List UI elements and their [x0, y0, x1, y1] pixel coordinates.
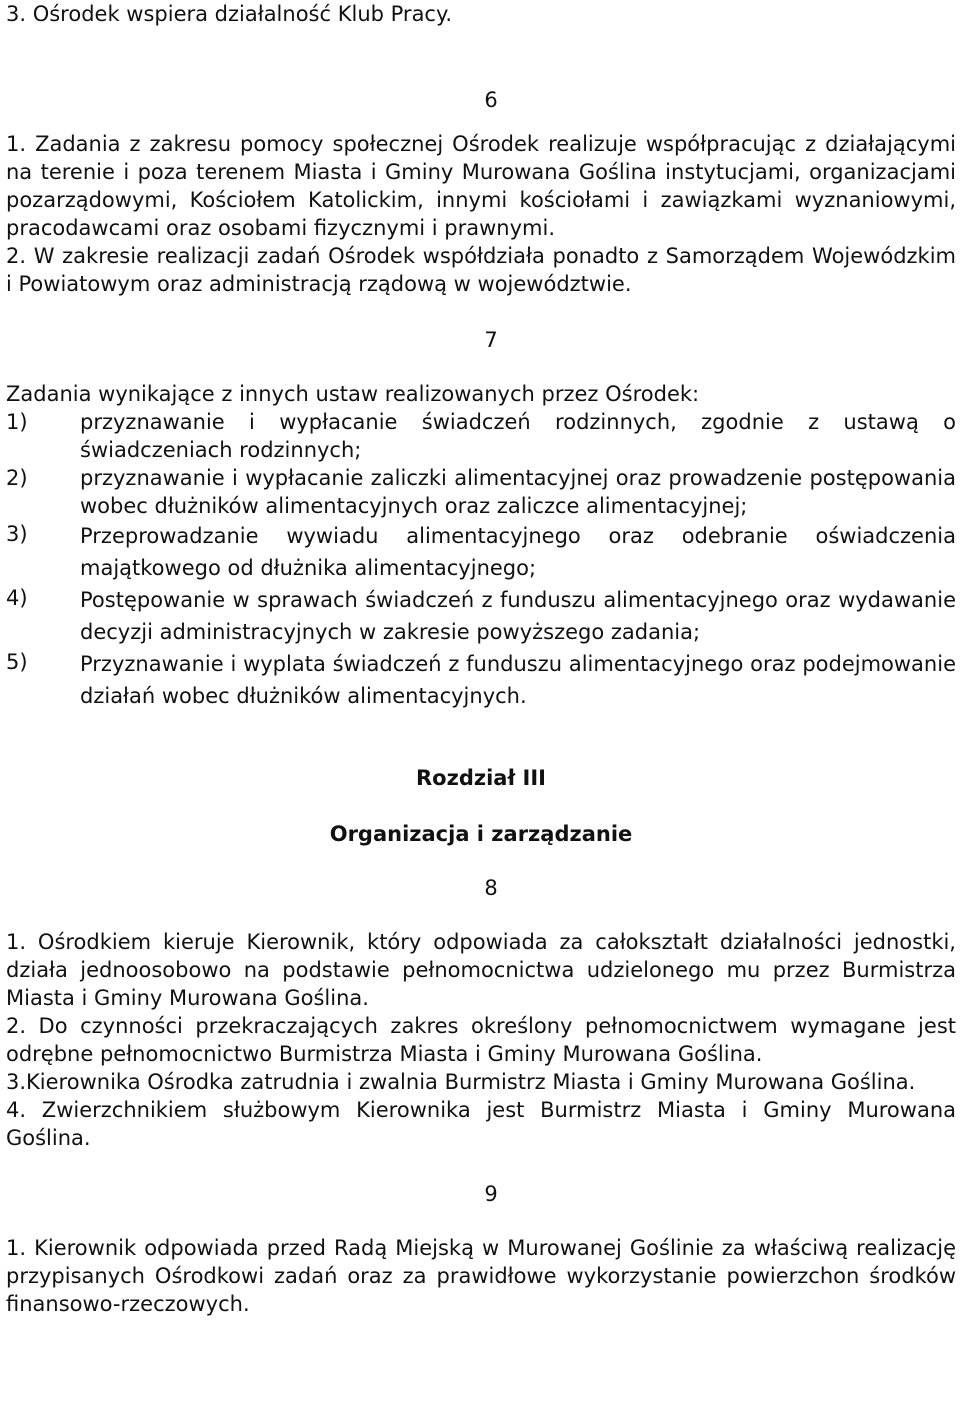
- list-item-number: 5): [6, 650, 28, 674]
- list-item: [6, 520, 956, 584]
- list-item-text: Przyznawanie i wyplata świadczeń z funduszu alimentacyjnego oraz podejmowanie działań wobec dłużników alimentacyjnych.: [80, 652, 956, 708]
- section-6-paragraph-2: 2. W zakresie realizacji zadań Ośrodek współdziała ponadto z Samorządem Wojewódzkim i Powiatowym oraz administracją rządową w województwie.: [6, 244, 956, 296]
- section-6-paragraph-1: 1. Zadania z zakresu pomocy społecznej Ośrodek realizuje współpracując z działającymi na terenie i poza terenem Miasta i Gminy Murowana Goślina instytucjami, organizacjami pozarządowymi, Kościołem Katolickim, innymi kościołami i zawiązkami wyznaniowymi, pracodawcami oraz osobami fizycznymi i prawnymi.: [6, 132, 956, 240]
- list-item-number: 2): [6, 466, 28, 490]
- list-item: [6, 408, 956, 464]
- section-8-paragraph-2: 2. Do czynności przekraczających zakres określony pełnomocnictwem wymagane jest odrębne pełnomocnictwo Burmistrza Miasta i Gminy Murowana Goślina.: [6, 1014, 956, 1066]
- list-item: [6, 648, 956, 712]
- section-9-paragraph-1: 1. Kierownik odpowiada przed Radą Miejską w Murowanej Goślinie za właściwą realizację przypisanych Ośrodkowi zadań oraz za prawidłowe wykorzystanie powierzchon środków finansowo-rzeczowych.: [6, 1236, 956, 1316]
- list-item-text: przyznawanie i wypłacanie świadczeń rodzinnych, zgodnie z ustawą o świadczeniach rodzinnych;: [80, 410, 956, 462]
- list-item-text: Przeprowadzanie wywiadu alimentacyjnego oraz odebranie oświadczenia majątkowego od dłużnika alimentacyjnego;: [80, 524, 956, 580]
- list-item: [6, 464, 956, 520]
- section-7-intro: Zadania wynikające z innych ustaw realizowanych przez Ośrodek:: [6, 382, 700, 406]
- list-item-text: przyznawanie i wypłacanie zaliczki alimentacyjnej oraz prowadzenie postępowania wobec dłużników alimentacyjnych oraz zaliczce alimentacyjnej;: [80, 466, 956, 518]
- list-item-number: 3): [6, 522, 28, 546]
- chapter-title: Rozdział III: [416, 766, 546, 790]
- section-6-mark: 6: [484, 88, 498, 112]
- list-item-number: 1): [6, 410, 28, 434]
- section-7-mark: 7: [484, 328, 498, 352]
- section-7-list: [6, 408, 956, 712]
- list-item-number: 4): [6, 586, 28, 610]
- chapter-subtitle: Organizacja i zarządzanie: [329, 822, 633, 846]
- top-paragraph: 3. Ośrodek wspiera działalność Klub Pracy.: [6, 2, 453, 26]
- section-9-mark: 9: [484, 1182, 498, 1206]
- section-8-mark: 8: [484, 876, 498, 900]
- section-8-paragraph-1: 1. Ośrodkiem kieruje Kierownik, który odpowiada za całokształt działalności jednostki, działa jednoosobowo na podstawie pełnomocnictwa udzielonego mu przez Burmistrza Miasta i Gminy Murowana Goślina.: [6, 930, 956, 1010]
- list-item: [6, 584, 956, 648]
- list-item-text: Postępowanie w sprawach świadczeń z funduszu alimentacyjnego oraz wydawanie decyzji administracyjnych w zakresie powyższego zadania;: [80, 588, 956, 644]
- section-8-paragraph-4: 4. Zwierzchnikiem służbowym Kierownika jest Burmistrz Miasta i Gminy Murowana Goślina.: [6, 1098, 956, 1150]
- section-8-paragraph-3: 3.Kierownika Ośrodka zatrudnia i zwalnia Burmistrz Miasta i Gminy Murowana Goślina.: [6, 1070, 916, 1094]
